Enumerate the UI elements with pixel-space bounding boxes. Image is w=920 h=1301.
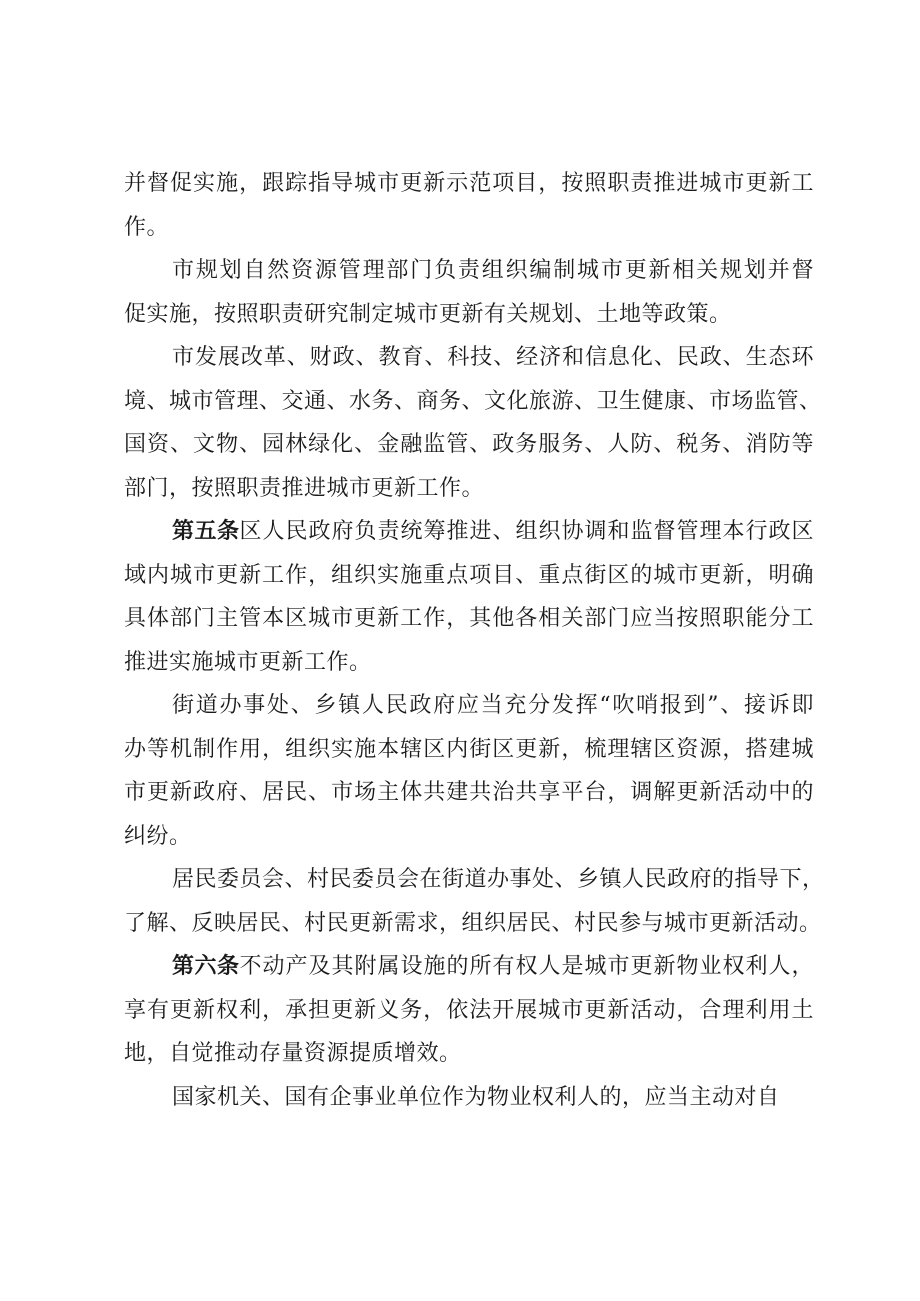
text-line: 促实施，按照职责研究制定城市更新有关规划、土地等政策。 <box>124 301 732 327</box>
text-line: 部门，按照职责推进城市更新工作。 <box>124 475 485 501</box>
article-line <box>124 945 814 989</box>
text-line: 域内城市更新工作，组织实施重点项目、重点街区的城市更新，明确 <box>124 562 814 588</box>
text-line: 居民委员会、村民委员会在街道办事处、乡镇人民政府的指导下， <box>172 867 825 892</box>
text-line: 国资、文物、园林绿化、金融监管、政务服务、人防、税务、消防等 <box>124 432 814 457</box>
article-number: 第六条 <box>172 954 240 979</box>
text-line: 地，自觉推动存量资源提质增效。 <box>124 1041 462 1066</box>
text-line: 具体部门主管本区城市更新工作，其他各相关部门应当按照职能分工 <box>124 606 814 631</box>
article-text: 区人民政府负责统筹推进、组织协调和监督管理本行政区 <box>239 519 814 544</box>
text-line: 市规划自然资源管理部门负责组织编制城市更新相关规划并督 <box>172 258 814 283</box>
text-line: 了解、反映居民、村民更新需求，组织居民、村民参与城市更新活动。 <box>124 910 822 936</box>
text-line: 市更新政府、居民、市场主体共建共治共享平台，调解更新活动中的 <box>124 780 814 805</box>
text-line: 享有更新权利，承担更新义务，依法开展城市更新活动，合理利用土 <box>124 997 814 1023</box>
text-line: 街道办事处、乡镇人民政府应当充分发挥“吹哨报到”、接诉即 <box>172 693 814 718</box>
text-line: 纠纷。 <box>124 823 192 849</box>
text-line: 市发展改革、财政、教育、科技、经济和信息化、民政、生态环 <box>172 345 814 370</box>
text-line: 办等机制作用，组织实施本辖区内街区更新，梳理辖区资源，搭建城 <box>124 736 814 762</box>
text-line: 国家机关、国有企事业单位作为物业权利人的，应当主动对自 <box>172 1084 780 1110</box>
article-line <box>124 510 814 554</box>
text-line: 推进实施城市更新工作。 <box>124 649 372 675</box>
article-text: 不动产及其附属设施的所有权人是城市更新物业权利人， <box>239 954 814 979</box>
text-line: 并督促实施，跟踪指导城市更新示范项目，按照职责推进城市更新工 <box>124 171 814 196</box>
document-body <box>124 162 825 1119</box>
text-line: 境、城市管理、交通、水务、商务、文化旅游、卫生健康、市场监管、 <box>124 388 822 414</box>
text-line: 作。 <box>124 214 170 240</box>
article-number: 第五条 <box>172 519 240 544</box>
